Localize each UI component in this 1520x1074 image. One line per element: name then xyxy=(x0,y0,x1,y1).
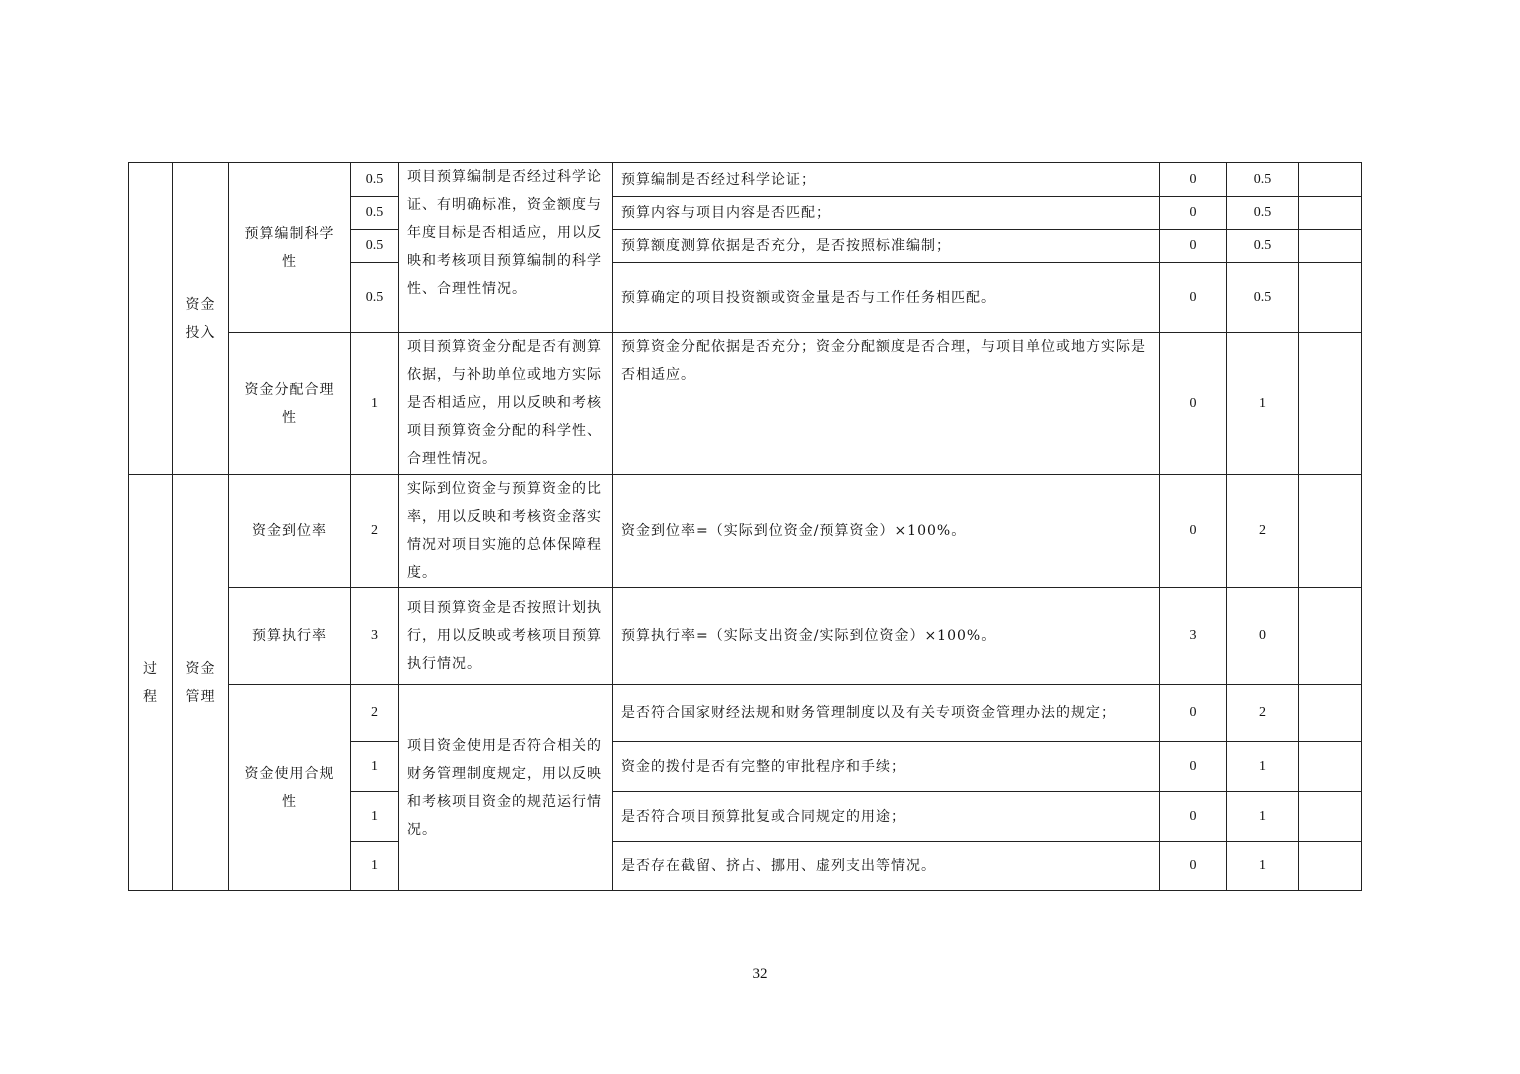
got-score-cell: 0 xyxy=(1160,685,1227,742)
note-cell xyxy=(1299,163,1362,197)
table-row xyxy=(129,475,1362,588)
deduct-cell: 1 xyxy=(1227,842,1299,891)
note-cell xyxy=(1299,742,1362,792)
score-cell: 1 xyxy=(351,792,399,842)
got-score-cell: 0 xyxy=(1160,263,1227,333)
note-cell xyxy=(1299,263,1362,333)
score-cell: 0.5 xyxy=(351,197,399,230)
got-score-cell: 0 xyxy=(1160,742,1227,792)
got-score-cell: 0 xyxy=(1160,792,1227,842)
deduct-cell: 0.5 xyxy=(1227,263,1299,333)
criterion-cell: 资金的拨付是否有完整的审批程序和手续； xyxy=(613,742,1160,792)
score-cell: 1 xyxy=(351,333,399,475)
criterion-cell: 预算额度测算依据是否充分，是否按照标准编制； xyxy=(613,230,1160,263)
indicator-cell: 预算编制科学性 xyxy=(229,163,351,333)
got-score-cell: 0 xyxy=(1160,842,1227,891)
note-cell xyxy=(1299,333,1362,475)
explanation-cell: 实际到位资金与预算资金的比率，用以反映和考核资金落实情况对项目实施的总体保障程度。 xyxy=(399,475,613,588)
criterion-cell: 预算资金分配依据是否充分；资金分配额度是否合理，与项目单位或地方实际是否相适应。 xyxy=(613,333,1160,475)
score-cell: 0.5 xyxy=(351,230,399,263)
score-cell: 2 xyxy=(351,475,399,588)
level1-cell xyxy=(129,163,173,475)
got-score-cell: 3 xyxy=(1160,588,1227,685)
explanation-cell: 项目预算资金是否按照计划执行，用以反映或考核项目预算执行情况。 xyxy=(399,588,613,685)
level2-cell: 资金管理 xyxy=(173,475,229,891)
level1-cell: 过程 xyxy=(129,475,173,891)
deduct-cell: 1 xyxy=(1227,742,1299,792)
score-cell: 2 xyxy=(351,685,399,742)
score-cell: 1 xyxy=(351,742,399,792)
deduct-cell: 0.5 xyxy=(1227,230,1299,263)
indicator-cell: 资金使用合规性 xyxy=(229,685,351,891)
score-cell: 0.5 xyxy=(351,263,399,333)
criterion-cell: 是否存在截留、挤占、挪用、虚列支出等情况。 xyxy=(613,842,1160,891)
criterion-cell: 是否符合国家财经法规和财务管理制度以及有关专项资金管理办法的规定； xyxy=(613,685,1160,742)
deduct-cell: 2 xyxy=(1227,685,1299,742)
note-cell xyxy=(1299,685,1362,742)
deduct-cell: 2 xyxy=(1227,475,1299,588)
evaluation-table xyxy=(128,162,1362,891)
note-cell xyxy=(1299,197,1362,230)
indicator-cell: 预算执行率 xyxy=(229,588,351,685)
table-row xyxy=(129,333,1362,475)
criterion-cell: 资金到位率=（实际到位资金/预算资金）×100%。 xyxy=(613,475,1160,588)
deduct-cell: 1 xyxy=(1227,792,1299,842)
explanation-cell: 项目资金使用是否符合相关的财务管理制度规定，用以反映和考核项目资金的规范运行情况。 xyxy=(399,685,613,891)
table-row xyxy=(129,685,1362,742)
got-score-cell: 0 xyxy=(1160,333,1227,475)
criterion-cell: 预算执行率=（实际支出资金/实际到位资金）×100%。 xyxy=(613,588,1160,685)
indicator-cell: 资金分配合理性 xyxy=(229,333,351,475)
note-cell xyxy=(1299,792,1362,842)
score-cell: 1 xyxy=(351,842,399,891)
deduct-cell: 1 xyxy=(1227,333,1299,475)
deduct-cell: 0.5 xyxy=(1227,163,1299,197)
note-cell xyxy=(1299,588,1362,685)
deduct-cell: 0.5 xyxy=(1227,197,1299,230)
got-score-cell: 0 xyxy=(1160,197,1227,230)
criterion-cell: 预算内容与项目内容是否匹配； xyxy=(613,197,1160,230)
got-score-cell: 0 xyxy=(1160,163,1227,197)
explanation-cell: 项目预算编制是否经过科学论证、有明确标准，资金额度与年度目标是否相适应，用以反映和考核项目预算编制的科学性、合理性情况。 xyxy=(399,163,613,333)
note-cell xyxy=(1299,230,1362,263)
deduct-cell: 0 xyxy=(1227,588,1299,685)
note-cell xyxy=(1299,842,1362,891)
explanation-cell: 项目预算资金分配是否有测算依据，与补助单位或地方实际是否相适应，用以反映和考核项目预算资金分配的科学性、合理性情况。 xyxy=(399,333,613,475)
table-row xyxy=(129,163,1362,197)
table-row xyxy=(129,588,1362,685)
indicator-cell: 资金到位率 xyxy=(229,475,351,588)
criterion-cell: 预算确定的项目投资额或资金量是否与工作任务相匹配。 xyxy=(613,263,1160,333)
note-cell xyxy=(1299,475,1362,588)
level2-cell: 资金投入 xyxy=(173,163,229,475)
page-number: 32 xyxy=(752,966,768,982)
got-score-cell: 0 xyxy=(1160,475,1227,588)
criterion-cell: 预算编制是否经过科学论证； xyxy=(613,163,1160,197)
score-cell: 0.5 xyxy=(351,163,399,197)
got-score-cell: 0 xyxy=(1160,230,1227,263)
score-cell: 3 xyxy=(351,588,399,685)
criterion-cell: 是否符合项目预算批复或合同规定的用途； xyxy=(613,792,1160,842)
